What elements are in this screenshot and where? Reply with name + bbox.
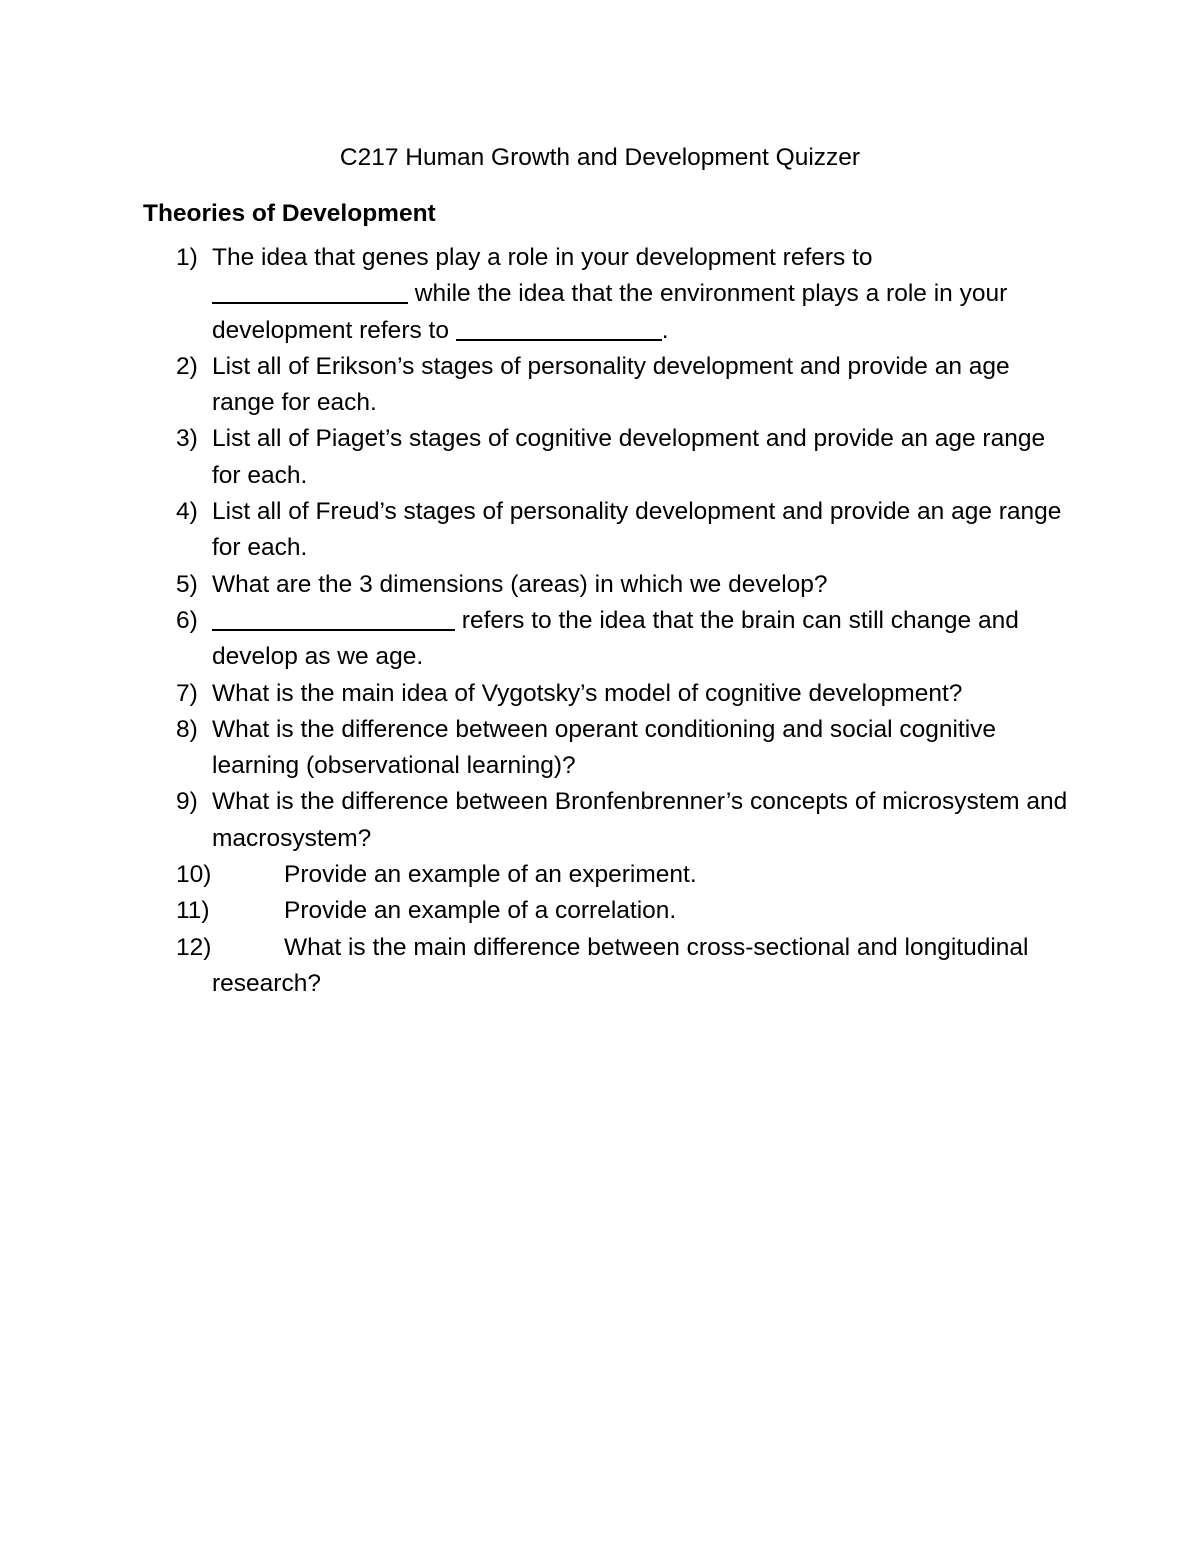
question-item-9 bbox=[0, 784, 1072, 857]
answer-blank-genes bbox=[212, 280, 408, 304]
section-heading: Theories of Development bbox=[143, 200, 436, 227]
question-number: 5) bbox=[176, 570, 198, 598]
question-list bbox=[0, 240, 1200, 1002]
question-text: Provide an example of an experiment. bbox=[284, 861, 697, 889]
page-title: C217 Human Growth and Development Quizzer bbox=[339, 144, 861, 171]
question-number: 4) bbox=[176, 498, 198, 526]
question-text: Provide an example of a correlation. bbox=[284, 897, 677, 925]
question-number: 12) bbox=[176, 933, 212, 961]
answer-blank-environment bbox=[456, 317, 662, 341]
question-text: What is the difference between operant conditioning and social cognitive learning (observational learning)? bbox=[212, 715, 997, 780]
question-text: refers to the idea that the brain can still change and develop as we age. bbox=[212, 606, 1019, 671]
question-item-2 bbox=[0, 349, 1072, 422]
question-text-end: . bbox=[661, 316, 669, 344]
question-number: 8) bbox=[176, 715, 198, 743]
question-text: List all of Erikson’s stages of personality development and provide an age range for each. bbox=[212, 352, 1010, 417]
question-number: 7) bbox=[176, 679, 198, 707]
question-number: 9) bbox=[176, 788, 198, 816]
question-number: 6) bbox=[176, 606, 198, 634]
question-item-3 bbox=[0, 421, 1072, 494]
answer-blank-plasticity bbox=[212, 607, 455, 631]
question-text: What is the main difference between cross-sectional and longitudinal research? bbox=[212, 933, 1029, 997]
question-text: What is the main idea of Vygotsky’s model of cognitive development? bbox=[212, 679, 963, 707]
question-number: 2) bbox=[176, 352, 198, 380]
question-item-6 bbox=[0, 603, 1072, 676]
question-text: List all of Piaget’s stages of cognitive development and provide an age range for each. bbox=[212, 425, 1046, 489]
question-number: 10) bbox=[176, 861, 212, 889]
question-number: 1) bbox=[176, 244, 198, 271]
question-item-10 bbox=[0, 857, 1072, 893]
question-item-7 bbox=[0, 676, 1072, 712]
question-item-11 bbox=[0, 893, 1072, 929]
question-number: 11) bbox=[176, 897, 210, 925]
question-number: 3) bbox=[176, 425, 198, 453]
question-text: The idea that genes play a role in your development refers to bbox=[212, 244, 873, 271]
question-item-8 bbox=[0, 712, 1072, 785]
question-text: What is the difference between Bronfenbrenner’s concepts of microsystem and macrosystem? bbox=[212, 788, 1068, 852]
question-text: List all of Freud’s stages of personality development and provide an age range for each. bbox=[212, 498, 1062, 562]
question-text-cont: while the idea that the environment plays a role in your development refers to bbox=[212, 280, 1008, 344]
question-item-1 bbox=[0, 240, 1072, 349]
question-item-5 bbox=[0, 567, 1072, 603]
question-text: What are the 3 dimensions (areas) in which we develop? bbox=[212, 570, 828, 598]
question-item-4 bbox=[0, 494, 1072, 567]
question-item-12 bbox=[0, 930, 1072, 1003]
